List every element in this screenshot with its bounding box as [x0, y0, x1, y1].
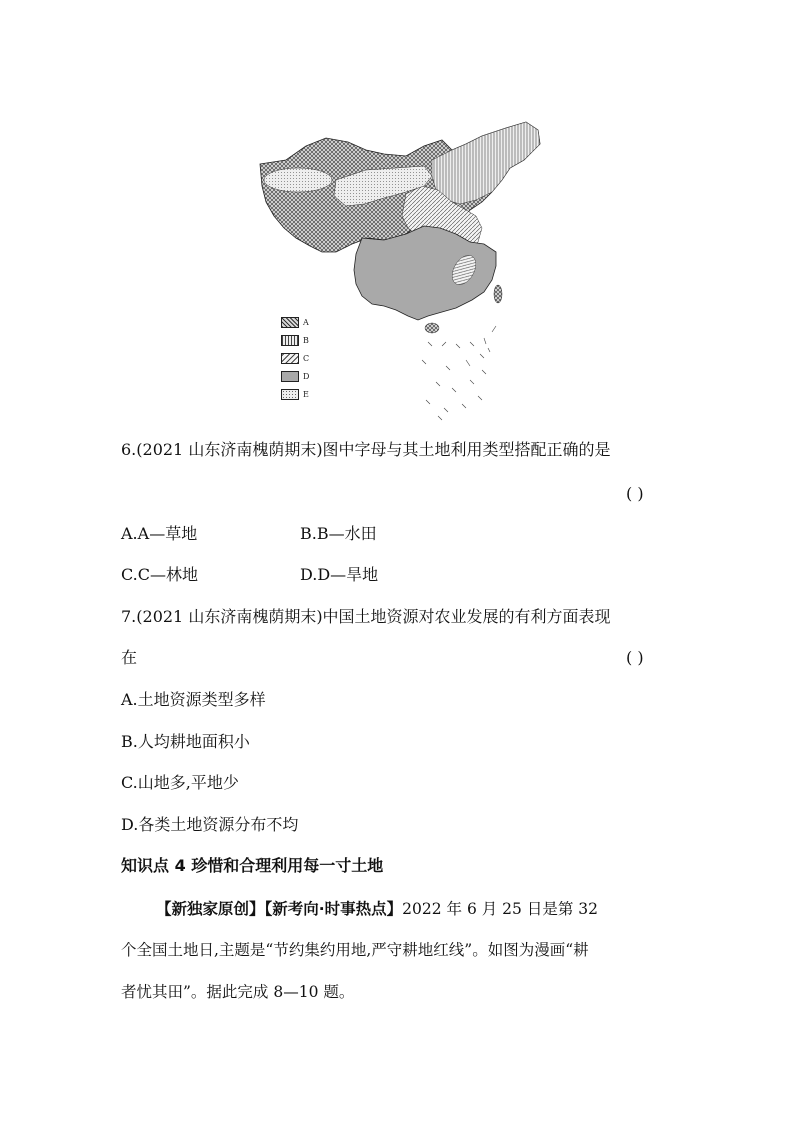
legend-label-e: E: [303, 389, 309, 399]
question-7-stem-line1: 7.(2021 山东济南槐荫期末)中国土地资源对农业发展的有利方面表现: [121, 607, 611, 626]
legend-label-b: B: [303, 335, 309, 345]
question-6-stem: 6.(2021 山东济南槐荫期末)图中字母与其土地利用类型搭配正确的是: [121, 440, 611, 459]
legend-item-a: [281, 316, 309, 328]
section-heading: 知识点 4 珍惜和合理利用每一寸土地: [121, 856, 384, 875]
legend-item-e: [281, 388, 309, 400]
intro-line-1-text: 2022 年 6 月 25 日是第 32: [402, 900, 598, 918]
legend-swatch-d: [281, 371, 299, 382]
legend-label-d: D: [303, 371, 310, 381]
taiwan-island: [494, 285, 502, 303]
legend-swatch-b: [281, 335, 299, 346]
south-china-sea-islands: [422, 326, 496, 420]
legend-label-a: A: [303, 317, 309, 327]
hainan-island: [425, 323, 439, 333]
question-7-stem-line2: 在: [121, 648, 138, 667]
question-6-option-d: D.D—旱地: [300, 565, 379, 584]
question-7-option-c: C.山地多,平地少: [121, 773, 239, 792]
legend-swatch-c: [281, 353, 299, 364]
legend-item-c: [281, 352, 309, 364]
tag-hot-topic: 【新考向·时事热点】: [264, 900, 403, 918]
question-6-option-c: C.C—林地: [121, 565, 199, 584]
legend-swatch-a: [281, 317, 299, 328]
question-7-answer-blank: ( ): [626, 648, 644, 667]
intro-line-3: 者忧其田”。据此完成 8—10 题。: [121, 983, 355, 1001]
legend-item-b: [281, 334, 309, 346]
tag-original: 【新独家原创】: [156, 900, 265, 918]
legend-swatch-e: [281, 389, 299, 400]
legend-item-d: [281, 370, 309, 382]
question-6-answer-blank: ( ): [626, 484, 644, 503]
question-7-option-b: B.人均耕地面积小: [121, 732, 250, 751]
question-7-option-d: D.各类土地资源分布不均: [121, 815, 299, 834]
region-e-basin: [264, 168, 332, 192]
intro-line-1: [156, 899, 598, 919]
question-7-option-a: A.土地资源类型多样: [121, 690, 266, 709]
legend-label-c: C: [303, 353, 310, 363]
question-6-option-b: B.B—水田: [300, 524, 377, 543]
question-6-option-a: A.A—草地: [121, 524, 198, 543]
intro-line-2: 个全国土地日,主题是“节约集约用地,严守耕地红线”。如图为漫画“耕: [121, 941, 589, 959]
